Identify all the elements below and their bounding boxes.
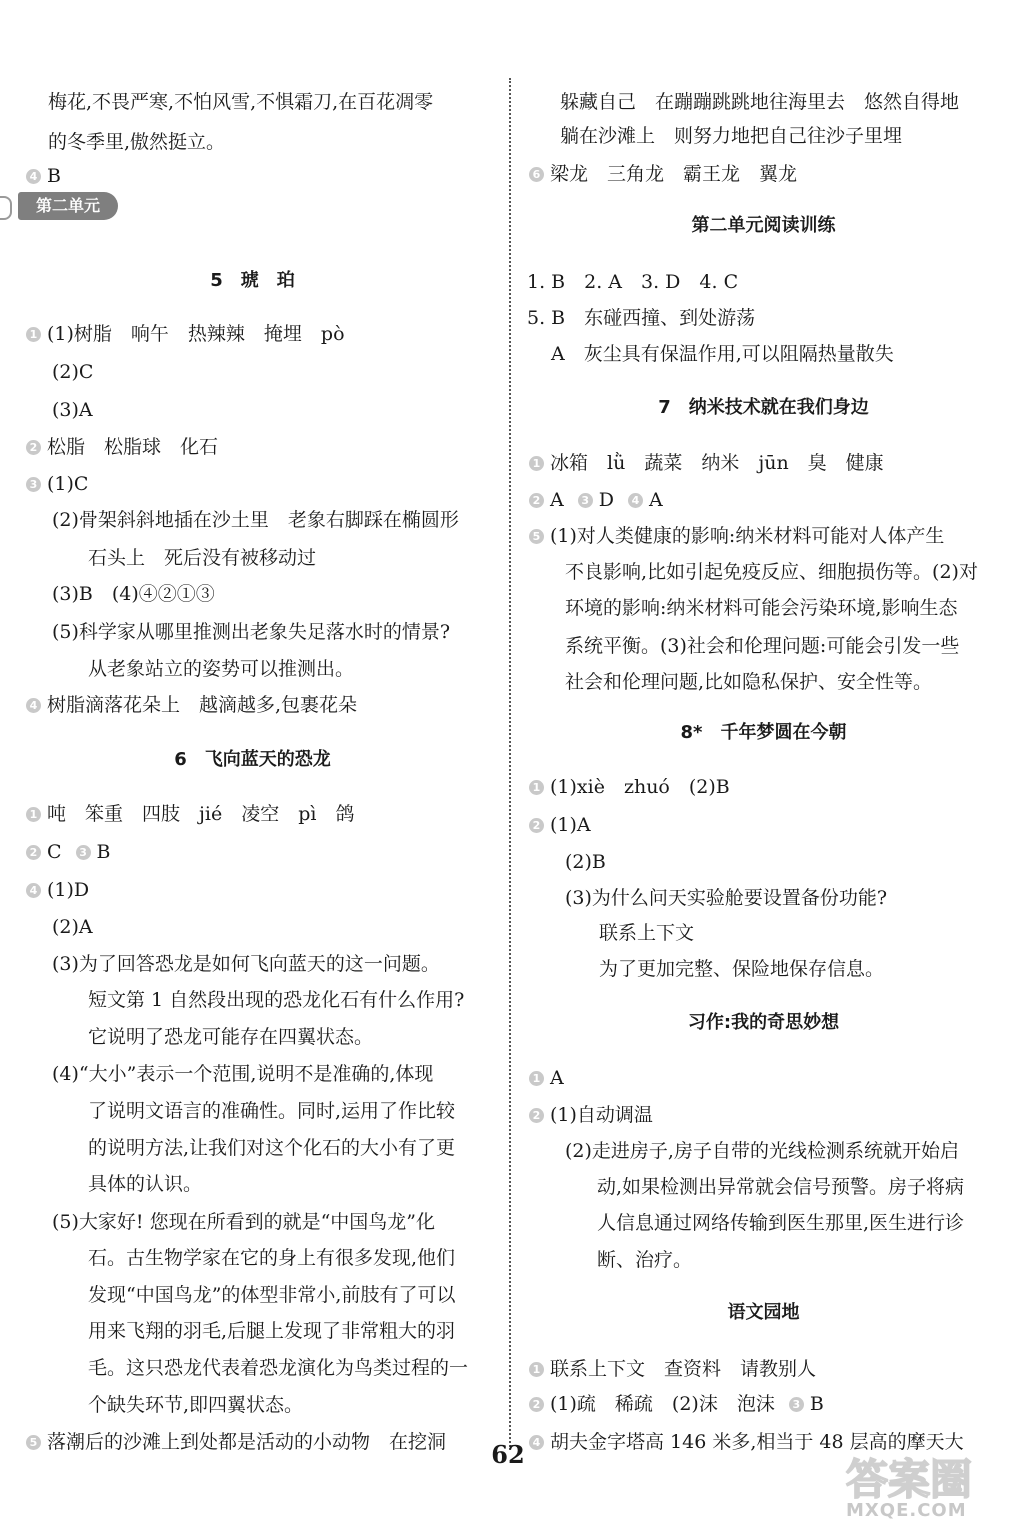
answer-line [88,1281,455,1309]
unit-tab-marker [0,196,12,220]
answer-item [529,486,663,514]
answer-text: A 灰尘具有保温作用,可以阻隔热量散失 [551,343,894,365]
answer-item [26,838,111,866]
question-number-icon: 2 [529,818,544,833]
column-divider [509,78,511,1450]
section-heading: 6 飞向蓝天的恐龙 [174,749,331,770]
answer-item [26,320,345,348]
answer-line [599,919,694,947]
answer-item [26,1428,446,1456]
answer-line [560,88,959,116]
answer-line [565,632,959,660]
answer-text: 它说明了恐龙可能存在四翼状态。 [88,1026,374,1048]
answer-text: (1)自动调温 [550,1104,653,1126]
answer-text: D [598,489,614,511]
answer-text: (2)A [52,916,93,938]
answer-text: 石。古生物学家在它的身上有很多发现,他们 [88,1247,456,1269]
section-heading: 语文园地 [727,1302,800,1323]
answer-text: 落潮后的沙滩上到处都是活动的小动物 在挖洞 [47,1431,447,1453]
answer-text: 的说明方法,让我们对这个化石的大小有了更 [88,1137,456,1159]
answer-text: 联系上下文 查资料 请教别人 [550,1358,817,1380]
answer-line [565,594,957,622]
answer-item [529,811,591,839]
answer-line [88,655,354,683]
answer-text: (3)为什么问天实验舱要设置备份功能? [565,887,888,909]
answer-line [88,1134,455,1162]
answer-line [52,913,93,941]
answer-line [52,950,440,978]
unit-tag: 第二单元 [18,192,118,220]
answer-line [565,668,932,696]
question-number-icon: 2 [529,1108,544,1123]
answer-text: 躺在沙滩上 则努力地把自己往沙子里埋 [560,125,903,147]
question-number-icon: 1 [26,327,41,342]
answer-text: A [550,1067,564,1089]
answer-line [597,1246,692,1274]
answer-line [560,122,902,150]
answer-item [529,1390,824,1418]
answer-text: 冰箱 lǜ 蔬菜 纳米 jūn 臭 健康 [550,452,884,474]
answer-text: B [809,1393,824,1415]
answer-item [529,160,797,188]
answer-text: (3)A [52,399,93,421]
answer-text: 发现“中国鸟龙”的体型非常小,前肢有了可以 [88,1284,456,1306]
answer-line [551,340,894,368]
answer-text: 社会和伦理问题,比如隐私保护、安全性等。 [565,671,933,693]
answer-line [599,955,884,983]
question-number-icon: 2 [26,440,41,455]
answer-line [52,506,459,534]
answer-text: 用来飞翔的羽毛,后腿上发现了非常粗大的羽 [88,1320,456,1342]
answer-item [529,522,944,550]
answer-item [26,876,89,904]
question-number-icon: 4 [529,1435,544,1450]
question-number-icon: 4 [26,169,41,184]
answer-text: 从老象站立的姿势可以推测出。 [88,658,355,680]
question-number-icon: 2 [529,1397,544,1412]
answer-text: B [96,841,111,863]
answer-line [88,1023,373,1051]
answer-line [88,1391,303,1419]
answer-line [88,1244,455,1272]
answer-text: (1)C [47,473,89,495]
answer-text: 不良影响,比如引起免疫反应、细胞损伤等。(2)对 [565,561,978,583]
answer-text: 吨 笨重 四肢 jié 凌空 pì 鸽 [47,803,355,825]
section-heading: 第二单元阅读训练 [691,215,836,236]
answer-text: (1)对人类健康的影响:纳米材料可能对人体产生 [550,525,945,547]
page-number: 62 [491,1440,525,1469]
answer-text: (1)A [550,814,591,836]
answer-text: 动,如果检测出异常就会信号预警。房子将病 [597,1176,965,1198]
answer-line [597,1173,964,1201]
answer-line [527,304,755,332]
section-heading: 8* 千年梦圆在今朝 [680,722,847,743]
answer-line [52,1208,435,1236]
answer-text: 的冬季里,傲然挺立。 [48,131,226,153]
answer-text: 1. B 2. A 3. D 4. C [527,271,739,293]
answer-line [597,1209,964,1237]
answer-text: 短文第 1 自然段出现的恐龙化石有什么作用? [88,989,465,1011]
question-number-icon: 1 [26,807,41,822]
answer-line [565,558,978,586]
answer-item [529,773,730,801]
answer-text: (1)xiè zhuó (2)B [550,776,730,798]
answer-line [88,544,316,572]
answer-line [52,358,93,386]
watermark-glyphs: 答案圈 [846,1455,973,1504]
answer-text: 了说明文语言的准确性。同时,运用了作比较 [88,1100,456,1122]
answer-text: (2)C [52,361,94,383]
answer-line [88,1097,455,1125]
answer-text: (5)大家好! 您现在所看到的就是“中国鸟龙”化 [52,1211,436,1233]
answer-text: 断、治疗。 [597,1249,693,1271]
answer-line [48,128,225,156]
answer-item [26,800,354,828]
question-number-icon: 4 [26,698,41,713]
watermark-text: MXQE.COM [846,1500,967,1521]
question-number-icon: 3 [578,493,593,508]
question-number-icon: 6 [529,167,544,182]
answer-text: (5)科学家从哪里推测出老象失足落水时的情景? [52,621,451,643]
answer-text: (2)骨架斜斜地插在沙土里 老象右脚踩在椭圆形 [52,509,459,531]
answer-text: 梁龙 三角龙 霸王龙 翼龙 [550,163,798,185]
answer-text: (1)树脂 响午 热辣辣 掩埋 pò [47,323,345,345]
question-number-icon: 2 [529,493,544,508]
question-number-icon: 5 [529,529,544,544]
question-number-icon: 5 [26,1435,41,1450]
question-number-icon: 3 [76,845,91,860]
answer-text: 环境的影响:纳米材料可能会污染环境,影响生态 [565,597,958,619]
answer-line [565,884,887,912]
section-heading: 习作:我的奇思妙想 [687,1012,840,1033]
answer-item [26,470,88,498]
question-number-icon: 1 [529,1071,544,1086]
answer-text: (2)B [565,851,606,873]
answer-item [529,1355,816,1383]
answer-text: (1)疏 稀疏 (2)沫 泡沫 [550,1393,775,1415]
answer-text: 石头上 死后没有被移动过 [88,547,317,569]
answer-line [565,848,606,876]
question-number-icon: 2 [26,845,41,860]
answer-item [529,1064,564,1092]
answer-item [26,433,218,461]
section-heading: 5 琥 珀 [210,270,295,291]
answer-item [26,162,61,190]
answer-text: A [648,489,663,511]
answer-item [529,449,884,477]
section-heading: 7 纳米技术就在我们身边 [658,397,869,418]
question-number-icon: 4 [628,493,643,508]
answer-text: 人信息通过网络传输到医生那里,医生进行诊 [597,1212,965,1234]
answer-text: (2)走进房子,房子自带的光线检测系统就开始启 [565,1140,959,1162]
question-number-icon: 1 [529,456,544,471]
answer-text: 联系上下文 [599,922,695,944]
answer-line [88,1317,455,1345]
answer-text: 为了更加完整、保险地保存信息。 [599,958,885,980]
answer-line [88,1354,468,1382]
answer-text: 5. B 东碰西撞、到处游荡 [527,307,756,329]
answer-line [88,1170,202,1198]
answer-text: 躲藏自己 在蹦蹦跳跳地往海里去 悠然自得地 [560,91,960,113]
answer-text: 系统平衡。(3)社会和伦理问题:可能会引发一些 [565,635,960,657]
answer-text: B [47,165,61,187]
answer-text: 个缺失环节,即四翼状态。 [88,1394,304,1416]
answer-line [52,396,93,424]
answer-text: 梅花,不畏严寒,不怕风雪,不惧霜刀,在百花凋零 [48,91,434,113]
answer-item [26,691,357,719]
answer-text: 具体的认识。 [88,1173,203,1195]
answer-text: (3)B (4)④②①③ [52,583,215,605]
answer-text: (3)为了回答恐龙是如何飞向蓝天的这一问题。 [52,953,440,975]
answer-text: C [47,841,62,863]
answer-line [527,268,738,296]
answer-text: 毛。这只恐龙代表着恐龙演化为鸟类过程的一 [88,1357,469,1379]
question-number-icon: 4 [26,883,41,898]
answer-line [52,1060,433,1088]
answer-line [52,618,450,646]
answer-line [565,1137,959,1165]
question-number-icon: 3 [789,1397,804,1412]
question-number-icon: 1 [529,780,544,795]
answer-text: 胡夫金字塔高 146 米多,相当于 48 层高的摩天大 [550,1431,964,1453]
answer-text: (4)“大小”表示一个范围,说明不是准确的,体现 [52,1063,434,1085]
answer-line [52,580,215,608]
answer-item [529,1101,653,1129]
question-number-icon: 1 [529,1362,544,1377]
answer-line [48,88,433,116]
answer-text: (1)D [47,879,90,901]
question-number-icon: 3 [26,477,41,492]
answer-line [88,986,464,1014]
answer-text: 松脂 松脂球 化石 [47,436,219,458]
answer-text: A [550,489,564,511]
answer-text: 树脂滴落花朵上 越滴越多,包裹花朵 [47,694,358,716]
